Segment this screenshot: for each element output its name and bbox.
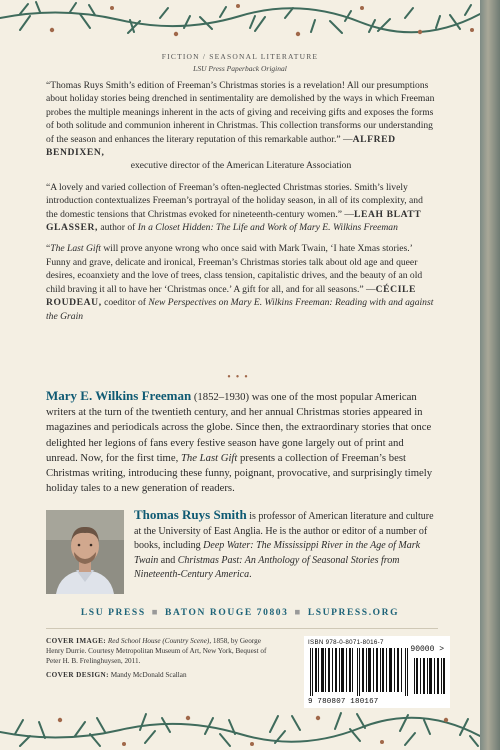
author-bio xyxy=(134,508,438,583)
author-block xyxy=(46,507,438,600)
cover-design-credit xyxy=(46,670,276,680)
author-book-2: Christmas Past: An Anthology of Seasonal Stories from Nineteenth-Century America xyxy=(134,554,400,581)
book-description xyxy=(46,388,438,496)
edition-label: LSU Press Paperback Original xyxy=(193,64,287,73)
blurb-3-text: will prove anyone wrong who once said with Mark Twain, ‘I hate Xmas stories.’ Funny and grave, delicate and ironical, Freeman’s Christmas stories talk about old age and queer desires, ecoanxiety and the love of trees, class tension, capitalistic drives, and the beauty of an old child braving it all to have her ‘Christmas once.’ A gift for all, and for all seasons.” — xyxy=(46,243,423,295)
bio-text-b: presents a collection of Freeman’s best Christmas writing, introducing these funny, poignant, provocative, and surprisingly timely holiday tales to a new generation of readers. xyxy=(46,451,433,495)
barcode-bars xyxy=(310,648,410,696)
addon-bars xyxy=(414,658,446,694)
cover-art-edge xyxy=(480,0,500,750)
blurb-3-title: The Last Gift xyxy=(50,243,101,255)
blurb-2 xyxy=(46,181,436,235)
footer-divider xyxy=(46,628,438,629)
isbn-label: ISBN 978-0-8071-8016-7 xyxy=(308,639,384,646)
cover-image-label: COVER IMAGE: xyxy=(46,637,107,645)
blurb-2-name: LEAH BLATT GLASSER, xyxy=(46,208,422,234)
header xyxy=(0,52,480,73)
barcode-addon-number: 90000 > xyxy=(410,645,444,654)
publisher-name: LSU PRESS xyxy=(80,608,146,618)
garland-top-ornament xyxy=(0,0,480,46)
author-book-1: Deep Water: The Mississippi River in the Age of Mark Twain xyxy=(134,540,421,566)
author-name: Thomas Ruys Smith xyxy=(134,507,247,522)
blurb-2-text: “A lovely and varied collection of Freeman’s often-neglected Christmas stories. Smith’s lively introduction contextualizes Freeman’s portrayal of the holiday season, in all of its complexity, and the domestic tensions that Christmas evoked for nineteenth-century women.” — xyxy=(46,181,423,220)
blurb-1-name: ALFRED BENDIXEN, xyxy=(46,133,396,159)
garland-bottom-ornament xyxy=(0,698,480,750)
bio-text-a: (1852–1930) was one of the most popular American writers at the turn of the twentieth century, and her annual Christmas stories appeared in magazines and periodicals across the globe. Since then, the extraordinary stories that once delighted her legions of fans every festive season have gone largely out of print and unread. Now, for the first time, xyxy=(46,391,432,464)
blurbs xyxy=(46,79,436,323)
publisher-line: LSU PRESS ■ BATON ROUGE 70803 ■ LSUPRESS.ORG xyxy=(80,608,400,618)
subject-name: Mary E. Wilkins Freeman xyxy=(46,388,192,403)
blurb-1 xyxy=(46,79,436,173)
author-photo xyxy=(46,510,124,594)
publisher-zip: 70803 xyxy=(256,608,289,618)
category-label: FICTION / SEASONAL LITERATURE xyxy=(161,52,319,61)
blurb-3: “The Last Gift will prove anyone wrong who once said with Mark Twain, ‘I hate Xmas stories.’ Funny and grave, delicate and ironical, Freeman’s Christmas stories talk about old age and queer desires, ecoanxiety and the love of trees, class tension, capitalistic drives, and the beauty of an old child braving it all to have her ‘Christmas once.’ A gift for all, and for all seasons.” —CÉCILE ROUDEAU, coeditor of New Perspectives on Mary E. Wilkins Freeman: Reading with and against the Grain xyxy=(46,243,434,322)
section-divider: ••• xyxy=(227,372,253,383)
cover-image-text: , 1858, by George Henry Durrie. Courtesy Metropolitan Museum of Art, New York, Bequest of Peter H. B. Frelinghuysen, 2011. xyxy=(46,637,267,665)
cover-design-label: COVER DESIGN: xyxy=(46,671,109,679)
author-text-b: and xyxy=(158,554,178,566)
blurb-3-role-prefix: coeditor of xyxy=(104,297,146,309)
blurb-2-role-title: In a Closet Hidden: The Life and Work of Mary E. Wilkins Freeman xyxy=(137,222,398,234)
publisher-city: BATON ROUGE xyxy=(165,608,253,618)
blurb-3-name: CÉCILE ROUDEAU, xyxy=(46,283,417,309)
author-text-c: . xyxy=(249,569,252,581)
barcode-number: 9 780807 180167 xyxy=(308,698,379,706)
cover-image-credit xyxy=(46,636,276,666)
bio-title: The Last Gift xyxy=(180,451,238,464)
publisher-website: LSUPRESS.ORG xyxy=(307,608,400,618)
blurb-3-role-title: New Perspectives on Mary E. Wilkins Freeman: Reading with and against the Grain xyxy=(46,297,434,322)
author-text-a: is professor of American literature and culture at the University of East Anglia. He is the author or editor of a number of books, including xyxy=(134,511,434,552)
blurb-2-role-prefix: author of xyxy=(100,222,136,234)
cover-design-text: Mandy McDonald Scallan xyxy=(110,671,187,679)
cover-image-title: Red School House (Country Scene) xyxy=(107,637,210,645)
credits xyxy=(46,636,276,684)
blurb-1-text: “Thomas Ruys Smith’s edition of Freeman’s Christmas stories is a revelation! All our presumptions about holiday stories being drenched in sentimentality are demolished by the ways in which Freeman probes the multiple meanings inherent in the acts of giving and receiving gifts and exposes the forms of both solitude and communion inherent in Christmas. This collection transforms our understanding of the season and enhances the literary reputation of this remarkable author.” — xyxy=(46,80,435,145)
blurb-1-role: executive director of the American Literature Association xyxy=(130,160,352,172)
